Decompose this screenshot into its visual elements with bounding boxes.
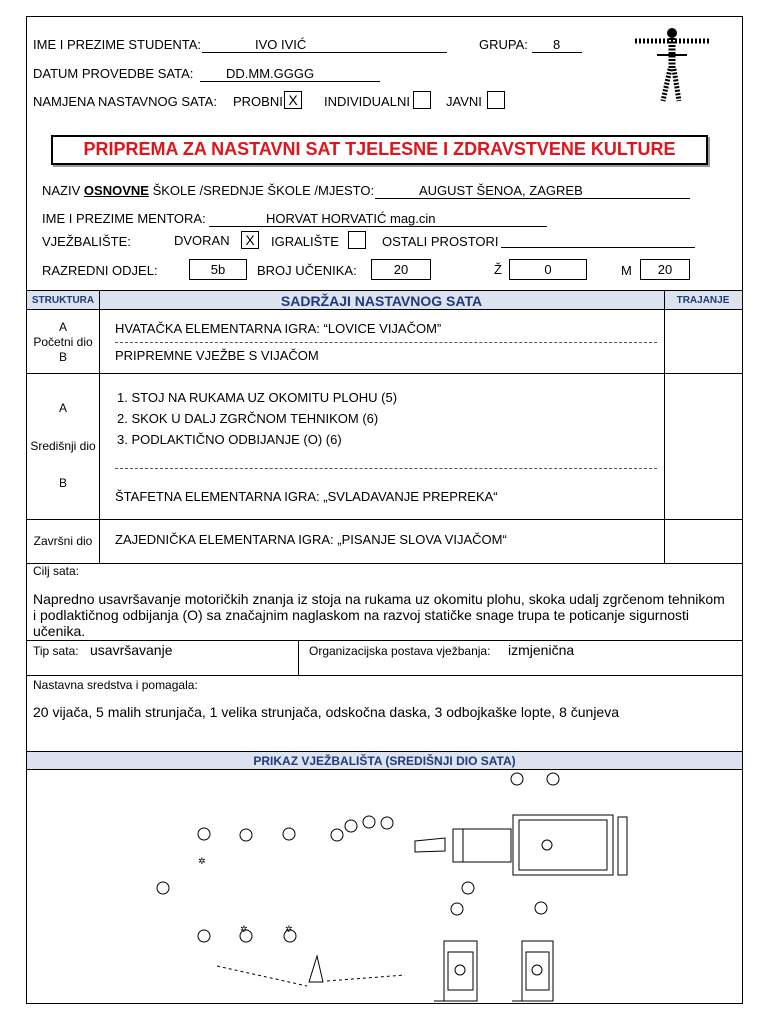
student-marker xyxy=(511,773,523,785)
school-value[interactable]: AUGUST ŠENOA, ZAGREB xyxy=(419,183,583,198)
student-marker xyxy=(198,930,210,942)
col-structure-header: STRUKTURA xyxy=(31,295,95,306)
lesson-plan-form xyxy=(26,16,743,1004)
wall-bars xyxy=(618,817,627,875)
student-marker xyxy=(535,902,547,914)
male-value[interactable]: 20 xyxy=(640,259,690,280)
student-marker xyxy=(451,903,463,915)
venue-option-dvoran: DVORAN xyxy=(174,233,230,248)
venue-option-ostali: OSTALI PROSTORI xyxy=(382,234,499,249)
student-name-label: IME I PREZIME STUDENTA: xyxy=(33,37,202,52)
mentor-value[interactable]: HORVAT HORVATIĆ mag.cin xyxy=(266,211,436,226)
venue-label: VJEŽBALIŠTE: xyxy=(42,234,131,249)
diagram-title: PRIKAZ VJEŽBALIŠTA (SREDIŠNJI DIO SATA) xyxy=(253,754,516,768)
main-item-1: 1. STOJ NA RUKAMA UZ OKOMITU PLOHU (5) xyxy=(117,390,398,405)
purpose-label: NAMJENA NASTAVNOG SATA: xyxy=(33,94,217,109)
student-marker xyxy=(462,882,474,894)
intro-structure: A Početni dio B xyxy=(33,320,93,364)
goal-line-1: Napredno usavršavanje motoričkih znanja iz stoja na rukama uz okomitu plohu, skoka udalj zgrčenom tehnikom xyxy=(33,591,725,607)
main-structure-b: B xyxy=(58,476,67,490)
class-label: RAZREDNI ODJEL: xyxy=(42,263,158,278)
gym-layout-diagram xyxy=(27,770,742,1004)
female-label: Ž xyxy=(494,262,502,277)
org-value[interactable]: izmjenična xyxy=(508,642,575,658)
ball-marker: ✲ xyxy=(240,925,248,935)
student-marker xyxy=(331,829,343,841)
purpose-option-javni: JAVNI xyxy=(446,94,482,109)
venue-ostali-field[interactable] xyxy=(501,232,695,248)
mentor-label: IME I PREZIME MENTORA: xyxy=(42,211,206,226)
goal-line-2: i podlaktičnog odbijanja (O) sa značajnim naglaskom na razvoj statičke snage trupa te poticanje sigurnosti xyxy=(33,607,690,623)
female-value[interactable]: 0 xyxy=(509,259,587,280)
main-item-b: ŠTAFETNA ELEMENTARNA IGRA: „SVLADAVANJE PREPREKA“ xyxy=(115,489,498,504)
springboard xyxy=(453,829,511,862)
venue-option-igraliste: IGRALIŠTE xyxy=(271,234,339,249)
venue-dvoran-checkbox[interactable]: X xyxy=(241,231,259,249)
students-value[interactable]: 20 xyxy=(371,259,431,280)
main-item-3: 3. PODLAKTIČNO ODBIJANJE (O) (6) xyxy=(117,432,342,447)
students-label: BROJ UČENIKA: xyxy=(257,263,357,278)
purpose-option-individualni: INDIVIDUALNI xyxy=(324,94,410,109)
ball-marker: ✲ xyxy=(285,925,293,935)
gymnast-logo-icon xyxy=(627,25,717,105)
org-label: Organizacijska postava vježbanja: xyxy=(309,644,491,658)
intro-item-a: HVATAČKA ELEMENTARNA IGRA: “LOVICE VIJAČOM” xyxy=(115,321,442,336)
lesson-type-value[interactable]: usavršavanje xyxy=(90,642,173,658)
student-marker xyxy=(240,829,252,841)
male-label: M xyxy=(621,263,632,278)
class-value[interactable]: 5b xyxy=(189,259,247,280)
final-item: ZAJEDNIČKA ELEMENTARNA IGRA: „PISANJE SLOVA VIJAČOM“ xyxy=(115,532,507,547)
student-name-value[interactable]: IVO IVIĆ xyxy=(255,37,307,52)
purpose-javni-checkbox[interactable] xyxy=(487,91,505,109)
ball-marker: ✲ xyxy=(198,857,206,867)
intro-item-b: PRIPREMNE VJEŽBE S VIJAČOM xyxy=(115,348,319,363)
purpose-individualni-checkbox[interactable] xyxy=(413,91,431,109)
student-marker xyxy=(198,828,210,840)
group-value[interactable]: 8 xyxy=(553,37,561,52)
equipment-label: Nastavna sredstva i pomagala: xyxy=(33,678,198,692)
main-structure-a: A xyxy=(58,401,67,415)
col-content-header: SADRŽAJI NASTAVNOG SATA xyxy=(280,293,483,309)
final-structure: Završni dio xyxy=(33,534,93,548)
goal-line-3: učenika. xyxy=(33,623,86,639)
venue-igraliste-checkbox[interactable] xyxy=(348,231,366,249)
student-marker xyxy=(363,816,375,828)
student-marker xyxy=(345,820,357,832)
student-marker xyxy=(547,773,559,785)
date-value[interactable]: DD.MM.GGGG xyxy=(226,66,315,81)
col-duration-header: TRAJANJE xyxy=(676,295,730,306)
bench xyxy=(415,838,445,852)
main-item-2: 2. SKOK U DALJ ZGRČNOM TEHNIKOM (6) xyxy=(117,411,379,426)
lesson-type-label: Tip sata: xyxy=(33,644,79,658)
teacher-marker xyxy=(309,956,323,982)
purpose-option-probni: PROBNI xyxy=(233,94,283,109)
school-label: NAZIV OSNOVNE ŠKOLE /SREDNJE ŠKOLE /MJESTO: xyxy=(42,183,375,198)
date-label: DATUM PROVEDBE SATA: xyxy=(33,66,194,81)
equipment-value: 20 vijača, 5 malih strunjača, 1 velika strunjača, odskočna daska, 3 odbojkaške lopte, 8 čunjeva xyxy=(33,704,620,720)
main-structure-name: Središnji dio xyxy=(30,439,96,453)
student-marker xyxy=(157,882,169,894)
purpose-probni-checkbox[interactable]: X xyxy=(284,91,302,109)
student-marker xyxy=(283,828,295,840)
goal-label: Cilj sata: xyxy=(33,564,80,578)
group-label: GRUPA: xyxy=(479,37,528,52)
student-marker xyxy=(381,817,393,829)
form-title: PRIPREMA ZA NASTAVNI SAT TJELESNE I ZDRAVSTVENE KULTURE xyxy=(51,135,708,165)
